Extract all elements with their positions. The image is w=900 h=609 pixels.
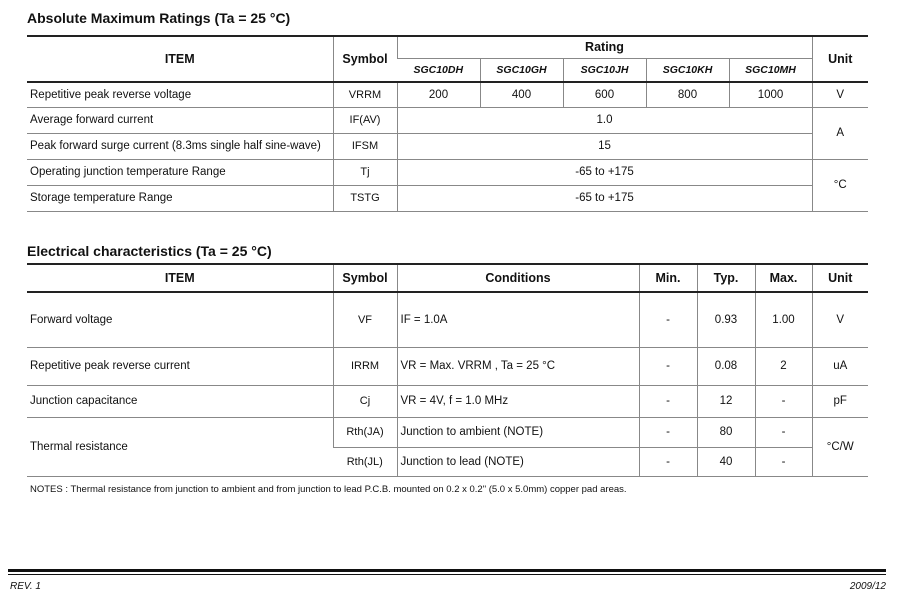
row-min: - [639,347,697,385]
row-item: Repetitive peak reverse current [27,347,333,385]
row-symbol: TSTG [333,185,397,211]
row-symbol: IRRM [333,347,397,385]
row-unit: V [812,82,868,107]
row-unit: pF [812,385,868,417]
row-conditions: IF = 1.0A [397,292,639,347]
elec-header-symbol: Symbol [333,264,397,292]
row-item: Thermal resistance [27,417,333,476]
row-unit: uA [812,347,868,385]
model-header: SGC10GH [480,58,563,82]
row-min: - [639,417,697,447]
notes-text: NOTES : Thermal resistance from junction to ambient and from junction to lead P.C.B. mounted on 0.2 x 0.2" (5.0 x 5.0mm) copper pad areas. [30,484,627,495]
row-item: Average forward current [27,107,333,133]
row-max: - [755,447,812,476]
footer-divider [8,574,886,575]
row-max: - [755,385,812,417]
row-max: 1.00 [755,292,812,347]
table-row [27,107,868,133]
row-conditions: Junction to lead (NOTE) [397,447,639,476]
abs-header-symbol: Symbol [333,36,397,82]
row-typ: 80 [697,417,755,447]
elec-header-unit: Unit [812,264,868,292]
model-header: SGC10JH [563,58,646,82]
row-symbol: VF [333,292,397,347]
row-unit: °C/W [812,417,868,476]
row-unit: V [812,292,868,347]
row-value: -65 to +175 [397,159,812,185]
row-typ: 0.08 [697,347,755,385]
row-min: - [639,292,697,347]
model-header: SGC10KH [646,58,729,82]
elec-header-conditions: Conditions [397,264,639,292]
row-item: Operating junction temperature Range [27,159,333,185]
row-min: - [639,447,697,476]
date-label: 2009/12 [849,581,886,592]
row-value: 600 [563,82,646,107]
abs-max-table [27,35,868,212]
row-item: Peak forward surge current (8.3ms single half sine-wave) [27,133,333,159]
row-symbol: Rth(JA) [333,417,397,447]
table-row [27,159,868,185]
row-symbol: Tj [333,159,397,185]
footer-divider [8,569,886,572]
abs-header-rating: Rating [397,36,812,58]
table-row [27,82,868,107]
elec-header-typ: Typ. [697,264,755,292]
row-typ: 40 [697,447,755,476]
abs-header-unit: Unit [812,36,868,82]
row-value: 1000 [729,82,812,107]
elec-header-item: ITEM [27,264,333,292]
row-value: 15 [397,133,812,159]
elec-char-title: Electrical characteristics (Ta = 25 °C) [27,243,272,259]
table-row [27,417,868,447]
table-row [27,347,868,385]
row-unit: °C [812,159,868,211]
row-item: Storage temperature Range [27,185,333,211]
abs-header-item: ITEM [27,36,333,82]
row-symbol: Rth(JL) [333,447,397,476]
model-header: SGC10DH [397,58,480,82]
row-value: 200 [397,82,480,107]
row-typ: 12 [697,385,755,417]
row-unit: A [812,107,868,159]
table-row [27,185,868,211]
table-row [27,133,868,159]
row-value: 400 [480,82,563,107]
table-row [27,292,868,347]
row-conditions: VR = 4V, f = 1.0 MHz [397,385,639,417]
row-value: 1.0 [397,107,812,133]
row-conditions: Junction to ambient (NOTE) [397,417,639,447]
elec-char-table [27,263,868,477]
row-symbol: IF(AV) [333,107,397,133]
revision-label: REV. 1 [10,581,41,592]
row-max: 2 [755,347,812,385]
row-item: Junction capacitance [27,385,333,417]
elec-header-min: Min. [639,264,697,292]
row-typ: 0.93 [697,292,755,347]
row-min: - [639,385,697,417]
row-max: - [755,417,812,447]
row-item: Repetitive peak reverse voltage [27,82,333,107]
row-item: Forward voltage [27,292,333,347]
row-symbol: IFSM [333,133,397,159]
row-value: -65 to +175 [397,185,812,211]
row-symbol: VRRM [333,82,397,107]
abs-max-title: Absolute Maximum Ratings (Ta = 25 °C) [27,10,291,26]
elec-header-max: Max. [755,264,812,292]
model-header: SGC10MH [729,58,812,82]
row-symbol: Cj [333,385,397,417]
row-conditions: VR = Max. VRRM , Ta = 25 °C [397,347,639,385]
table-row [27,385,868,417]
row-value: 800 [646,82,729,107]
